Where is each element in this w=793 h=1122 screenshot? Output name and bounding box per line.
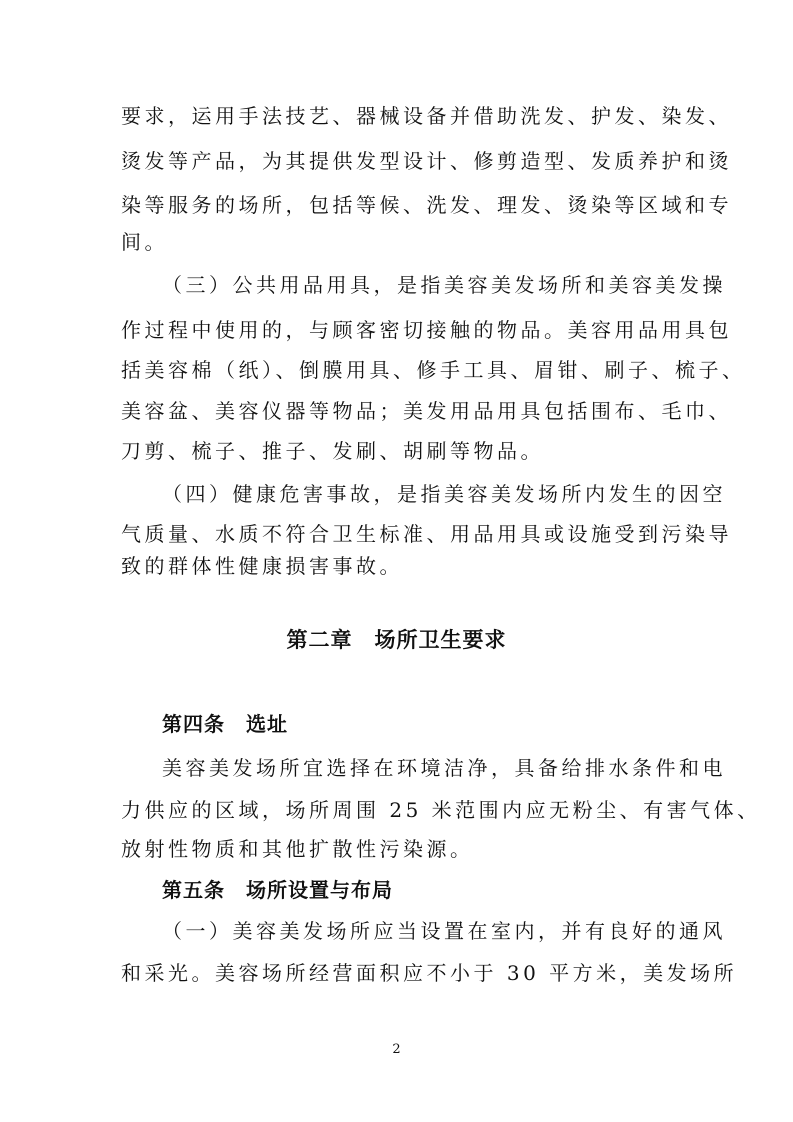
body-text-line: 刀剪、梳子、推子、发刷、胡刷等物品。 [121, 439, 544, 463]
body-text-line: 美容美发场所宜选择在环境洁净，具备给排水条件和电 [162, 756, 726, 780]
body-text-line: 力供应的区域，场所周围 25 米范围内应无粉尘、有害气体、 [121, 798, 761, 822]
body-text-line: 括美容棉（纸）、倒膜用具、修手工具、眉钳、刷子、梳子、 [121, 358, 746, 382]
chapter-heading: 第二章 场所卫生要求 [286, 628, 507, 652]
article-heading: 第四条 选址 [162, 712, 288, 736]
body-text-line: 染等服务的场所，包括等候、洗发、理发、烫染等区域和专 [121, 193, 732, 217]
body-text-line: 和采光。美容场所经营面积应不小于 30 平方米，美发场所 [121, 961, 738, 985]
body-text-line: 致的群体性健康损害事故。 [121, 554, 403, 578]
body-text-line: （一）美容美发场所应当设置在室内，并有良好的通风 [162, 919, 726, 943]
body-text-line: 烫发等产品，为其提供发型设计、修剪造型、发质养护和烫 [121, 149, 732, 173]
body-text-line: 要求，运用手法技艺、器械设备并借助洗发、护发、染发、 [121, 104, 732, 128]
body-text-line: （三）公共用品用具，是指美容美发场所和美容美发操 [162, 273, 726, 297]
body-text-line: 放射性物质和其他扩散性污染源。 [121, 837, 474, 861]
body-text-line: 美容盆、美容仪器等物品；美发用品用具包括围布、毛巾、 [121, 399, 732, 423]
article-heading: 第五条 场所设置与布局 [162, 878, 393, 902]
body-text-line: 间。 [121, 230, 168, 254]
body-text-line: 气质量、水质不符合卫生标准、用品用具或设施受到污染导 [121, 522, 732, 546]
body-text-line: （四）健康危害事故，是指美容美发场所内发生的因空 [162, 482, 726, 506]
body-text-line: 作过程中使用的，与顾客密切接触的物品。美容用品用具包 [121, 318, 732, 342]
page-number: 2 [392, 1042, 401, 1057]
